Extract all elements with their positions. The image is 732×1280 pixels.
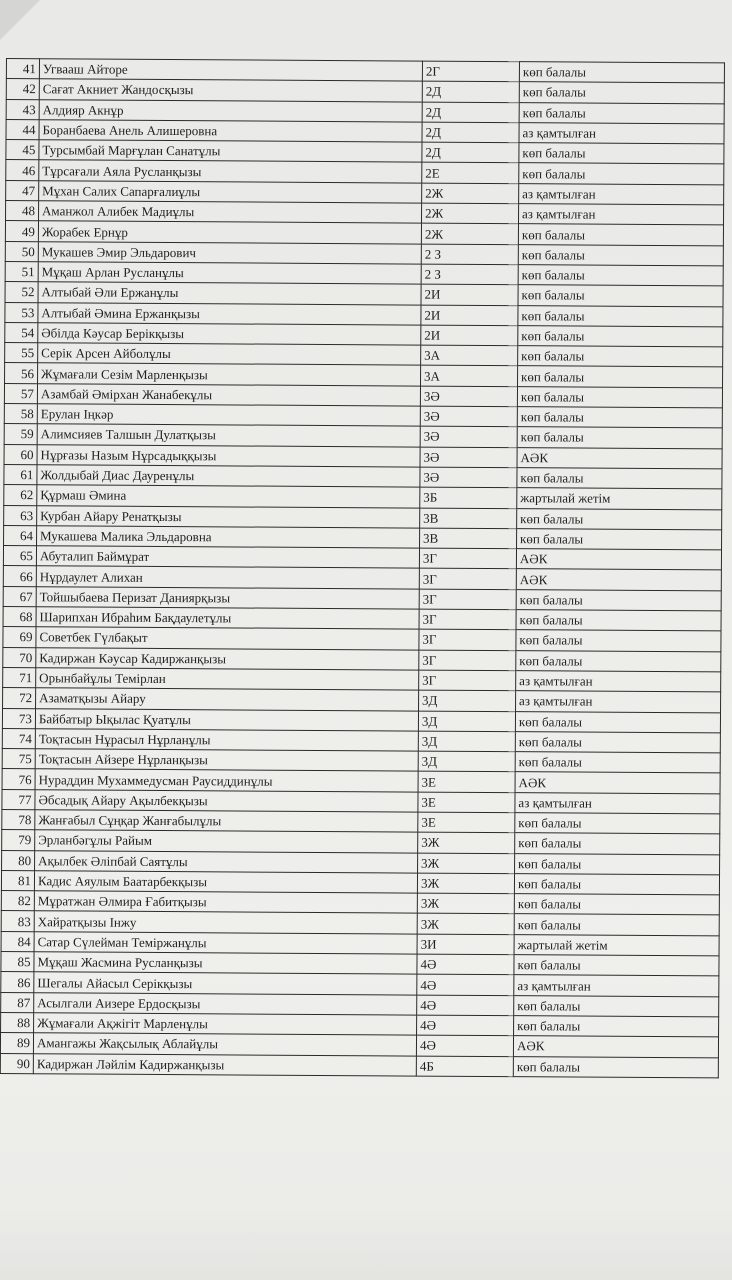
class-code: 2И [421,305,518,326]
class-code: 3Е [418,792,515,813]
status-label: көп балалы [518,346,723,368]
status-label: көп балалы [516,630,721,652]
status-label: көп балалы [517,508,722,530]
row-number: 88 [1,1012,34,1032]
row-number: 85 [1,952,34,972]
student-name: Жолдыбай Диас Дауренұлы [37,465,420,488]
paper-sheet [0,58,732,1202]
status-label: АӘК [516,549,721,571]
student-name: Шегалы Айасыл Серікқызы [34,972,417,995]
status-label: көп балалы [518,224,723,246]
row-number: 69 [3,627,36,647]
row-number: 61 [4,464,37,484]
class-code: 2Д [422,102,519,123]
student-name: Сатар Сүлейман Теміржанұлы [34,931,417,954]
student-name: Жорабек Ернұр [38,221,421,244]
class-code: 3Ә [420,467,517,488]
row-number: 86 [1,972,34,992]
status-label: жартылай жетім [517,488,722,510]
student-name: Мұқаш Жасмина Русланқызы [34,952,417,975]
status-label: көп балалы [516,610,721,632]
status-label: көп балалы [513,1056,718,1078]
student-name: Алдияр Акнұр [39,99,422,122]
status-label: көп балалы [517,427,722,449]
row-number: 41 [6,59,39,79]
student-name: Нураддин Мухаммедусман Раусиддинұлы [35,769,418,792]
student-name: Серік Арсен Айболұлы [38,343,421,366]
status-label: көп балалы [515,711,720,733]
status-label: АӘК [516,569,721,591]
class-code: 3Д [418,751,515,772]
class-code: 2Ж [421,223,518,244]
row-number: 77 [2,789,35,809]
student-name: Ерулан Іңкәр [37,404,420,427]
class-code: 3А [421,366,518,387]
class-code: 3Ә [420,447,517,468]
row-number: 52 [5,282,38,302]
row-number: 58 [4,404,37,424]
student-name: Кадиржан Кәусар Кадиржанқызы [36,647,419,670]
status-label: көп балалы [515,833,720,855]
student-name: Асылгали Аизере Ердосқызы [34,992,417,1015]
status-label: аз қамтылған [514,975,719,997]
row-number: 45 [6,140,39,160]
row-number: 53 [5,302,38,322]
status-label: көп балалы [515,731,720,753]
status-label: көп балалы [518,285,723,307]
table-row [0,1053,718,1078]
class-code: 2Д [422,122,519,143]
row-number: 46 [6,160,39,180]
row-number: 71 [3,667,36,687]
row-number: 42 [6,79,39,99]
student-name: Курбан Айару Ренатқызы [37,505,420,528]
class-code: 3Б [420,487,517,508]
status-label: аз қамтылған [515,792,720,814]
student-name: Әбілда Кәусар Берікқызы [38,323,421,346]
status-label: көп балалы [515,853,720,875]
class-code: 3Г [419,670,516,691]
student-name: Мукашева Малика Эльдаровна [37,526,420,549]
class-code: 3Ә [420,386,517,407]
class-code: 3Г [419,650,516,671]
class-code: 3Ж [418,832,515,853]
row-number: 67 [3,586,36,606]
status-label: көп балалы [518,265,723,287]
row-number: 44 [6,119,39,139]
student-roster-table [0,58,725,1078]
roster-body [0,59,724,1078]
row-number: 62 [4,485,37,505]
status-label: көп балалы [514,914,719,936]
row-number: 82 [1,891,34,911]
class-code: 2 З [421,244,518,265]
row-number: 60 [4,444,37,464]
status-label: жартылай жетім [514,934,719,956]
student-name: Жұмағали Ақжігіт Марленұлы [34,1013,417,1036]
class-code: 3Г [419,589,516,610]
status-label: көп балалы [516,650,721,672]
status-label: көп балалы [518,244,723,266]
status-label: көп балалы [514,995,719,1017]
status-label: көп балалы [514,874,719,896]
row-number: 75 [2,749,35,769]
student-name: Құрмаш Әмина [37,485,420,508]
status-label: көп балалы [517,528,722,550]
class-code: 2Ж [422,183,519,204]
status-label: көп балалы [518,326,723,348]
row-number: 51 [5,262,38,282]
row-number: 54 [5,322,38,342]
student-name: Азамбай Әмірхан Жанабекұлы [37,383,420,406]
status-label: көп балалы [519,62,724,84]
class-code: 3И [417,934,514,955]
student-name: Хайратқызы Інжу [34,911,417,934]
class-code: 3Ж [417,893,514,914]
row-number: 74 [2,728,35,748]
student-name: Амангажы Жақсылық Аблайұлы [33,1033,416,1056]
class-code: 4Б [416,1056,513,1077]
row-number: 72 [3,688,36,708]
class-code: 4Ә [417,974,514,995]
class-code: 3Д [419,690,516,711]
student-name: Алтыбай Әмина Ержанқызы [38,302,421,325]
status-label: көп балалы [519,102,724,124]
status-label: АӘК [517,447,722,469]
status-label: көп балалы [518,366,723,388]
row-number: 48 [6,201,39,221]
student-name: Кадиржан Ләйлім Кадиржанқызы [33,1053,416,1076]
row-number: 84 [1,931,34,951]
status-label: көп балалы [517,386,722,408]
student-name: Боранбаева Анель Алишеровна [39,120,422,143]
row-number: 66 [3,566,36,586]
student-name: Аманжол Алибек Мадиұлы [39,201,422,224]
class-code: 3В [420,508,517,529]
status-label: аз қамтылған [519,123,724,145]
row-number: 63 [4,505,37,525]
class-code: 3Ә [420,426,517,447]
bottom-margin [0,1205,732,1280]
student-name: Мұқаш Арлан Русланұлы [38,262,421,285]
student-name: Угвааш Айторе [39,59,422,82]
row-number: 83 [1,911,34,931]
student-name: Әбсадық Айару Ақылбекқызы [35,789,418,812]
status-label: көп балалы [514,955,719,977]
status-label: АӘК [513,1036,718,1058]
class-code: 2И [421,284,518,305]
class-code: 3Д [418,711,515,732]
status-label: АӘК [515,772,720,794]
student-name: Жұмағали Сезім Марленқызы [38,363,421,386]
student-name: Эрланбәгұлы Райым [35,830,418,853]
class-code: 2И [421,325,518,346]
status-label: көп балалы [515,752,720,774]
student-name: Тоқтасын Айзере Нұрланқызы [35,749,418,772]
student-name: Кадис Аяулым Баатарбекқызы [34,871,417,894]
student-name: Абуталип Баймұрат [36,546,419,569]
class-code: 2Д [422,142,519,163]
row-number: 68 [3,607,36,627]
student-name: Алтыбай Әли Ержанұлы [38,282,421,305]
status-label: көп балалы [519,82,724,104]
paper-fold [0,0,40,40]
status-label: көп балалы [517,468,722,490]
student-name: Жанғабыл Сұңқар Жанғабылұлы [35,810,418,833]
student-name: Тұрсағали Аяла Русланқызы [39,160,422,183]
row-number: 80 [2,850,35,870]
class-code: 3Е [418,771,515,792]
status-label: аз қамтылған [518,204,723,226]
class-code: 3Г [419,609,516,630]
row-number: 73 [2,708,35,728]
row-number: 87 [1,992,34,1012]
class-code: 4Ә [417,995,514,1016]
class-code: 2Е [422,163,519,184]
status-label: көп балалы [518,305,723,327]
student-name: Азаматқызы Айару [36,688,419,711]
row-number: 50 [5,241,38,261]
row-number: 49 [5,221,38,241]
student-name: Сағат Акниет Жандосқызы [39,79,422,102]
class-code: 4Ә [417,954,514,975]
class-code: 3А [421,345,518,366]
row-number: 90 [0,1053,33,1073]
class-code: 3Г [419,568,516,589]
row-number: 89 [0,1033,33,1053]
status-label: көп балалы [514,894,719,916]
status-label: көп балалы [515,813,720,835]
row-number: 57 [4,383,37,403]
status-label: көп балалы [517,407,722,429]
class-code: 3Ж [417,873,514,894]
student-name: Байбатыр Ықылас Қуатұлы [35,708,418,731]
status-label: көп балалы [514,1016,719,1038]
student-name: Мұхан Салих Сапарғалиұлы [39,181,422,204]
class-code: 3Г [419,548,516,569]
class-code: 2Д [422,81,519,102]
student-name: Шарипхан Ибраһим Бақдаулетұлы [36,607,419,630]
status-label: аз қамтылған [516,671,721,693]
student-name: Мукашев Эмир Эльдарович [38,241,421,264]
row-number: 65 [3,546,36,566]
status-label: көп балалы [516,589,721,611]
student-name: Тойшыбаева Перизат Даниярқызы [36,586,419,609]
class-code: 2Ж [421,203,518,224]
student-name: Орынбайұлы Темірлан [36,668,419,691]
status-label: аз қамтылған [519,183,724,205]
student-name: Турсымбай Марғұлан Санатұлы [39,140,422,163]
row-number: 76 [2,769,35,789]
student-name: Алимсияев Талшын Дулатқызы [37,424,420,447]
student-name: Ақылбек Әліпбай Саятұлы [35,850,418,873]
class-code: 2 З [421,264,518,285]
class-code: 3Г [419,629,516,650]
class-code: 2Г [422,61,519,82]
student-name: Советбек Гүлбақыт [36,627,419,650]
row-number: 55 [5,343,38,363]
row-number: 43 [6,99,39,119]
class-code: 4Ә [417,1015,514,1036]
status-label: көп балалы [519,143,724,165]
class-code: 3Е [418,812,515,833]
class-code: 3В [420,528,517,549]
row-number: 78 [2,810,35,830]
class-code: 3Ж [417,914,514,935]
row-number: 59 [4,424,37,444]
status-label: аз қамтылған [516,691,721,713]
row-number: 79 [2,830,35,850]
status-label: көп балалы [519,163,724,185]
row-number: 70 [3,647,36,667]
class-code: 3Ә [420,406,517,427]
row-number: 47 [6,180,39,200]
row-number: 64 [4,525,37,545]
row-number: 81 [1,870,34,890]
student-name: Нұрдаулет Алихан [36,566,419,589]
student-name: Тоқтасын Нұрасыл Нұрланұлы [35,729,418,752]
row-number: 56 [5,363,38,383]
class-code: 3Ж [418,853,515,874]
class-code: 3Д [418,731,515,752]
student-name: Мұратжан Әлмира Ғабитқызы [34,891,417,914]
student-name: Нұрғазы Назым Нұрсадыққызы [37,444,420,467]
class-code: 4Ә [416,1035,513,1056]
